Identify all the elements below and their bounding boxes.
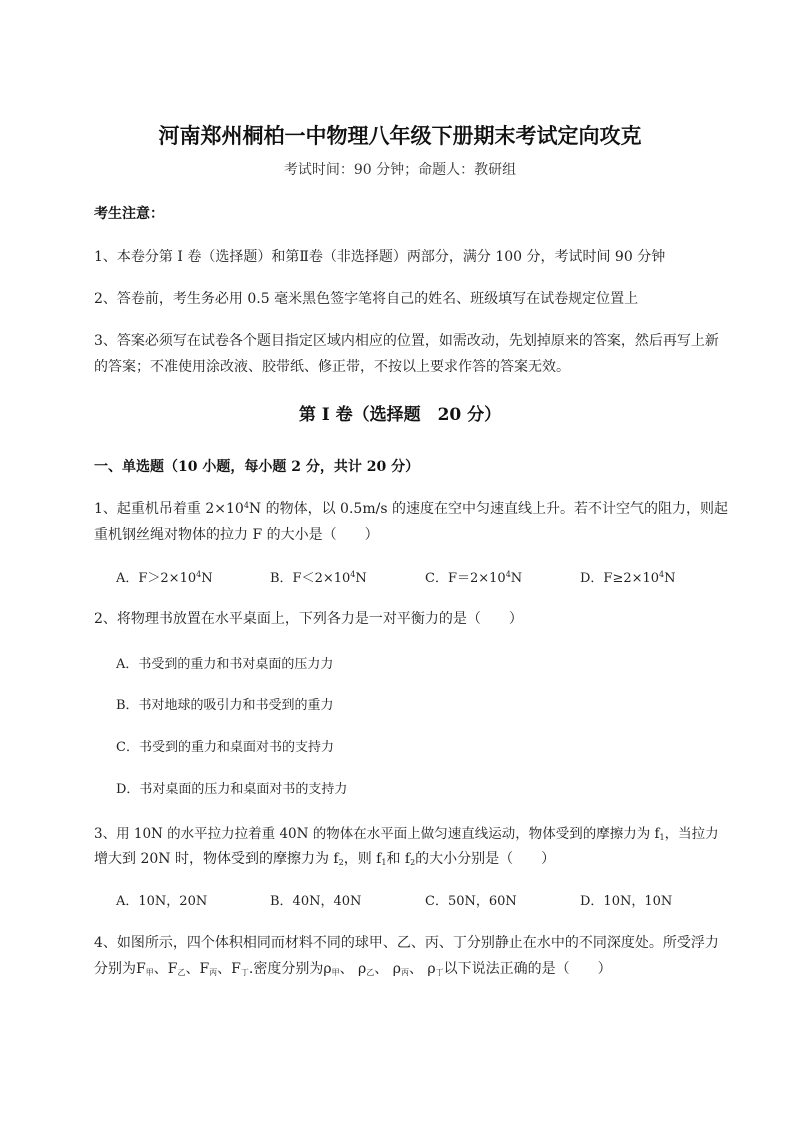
question-3-option-a[interactable]: A．10N，20N (116, 894, 208, 909)
question-4-line-1: 4、如图所示，四个体积相同而材料不同的球甲、乙、丙、丁分别静止在水中的不同深度处。所受浮力 (94, 935, 719, 951)
question-3-option-d[interactable]: D．10N，10N (580, 894, 673, 909)
notice-item-2: 2、答卷前，考生务必用 0.5 毫米黑色签字笔将自己的姓名、班级填写在试卷规定位置上 (94, 291, 639, 307)
question-3-line-2: 增大到 20N 时，物体受到的摩擦力为 $f_2$，则 $f_1$和 $f_2$的大小分别是（ ） (94, 851, 556, 867)
exam-info: 考试时间：90 分钟；命题人：教研组 (283, 162, 517, 178)
question-2-option-d[interactable]: D．书对桌面的压力和桌面对书的支持力 (116, 782, 348, 797)
question-1-line-1: 1、起重机吊着重 $2\times 10^4N$ 的物体，以 0.5m/s 的速度在空中匀速直线上升。若不计空气的阻力，则起 (94, 501, 728, 517)
notice-item-1: 1、本卷分第 I 卷（选择题）和第Ⅱ卷（非选择题）两部分，满分 100 分，考试时间 90 分钟 (94, 249, 666, 265)
question-2-option-a[interactable]: A．书受到的重力和书对桌面的压力力 (116, 657, 334, 672)
question-1-option-a[interactable]: A．$F>2\times 10^4N$ (116, 570, 213, 586)
notice-item-3-cont: 的答案；不准使用涂改液、胶带纸、修正带，不按以上要求作答的答案无效。 (94, 359, 570, 375)
question-1-option-d[interactable]: D．$F\ge 2\times 10^4N$ (580, 570, 676, 586)
question-3-line-1: 3、用 10N 的水平拉力拉着重 40N 的物体在水平面上做匀速直线运动，物体受到的摩擦力为 $f_1$，当拉力 (94, 826, 719, 842)
page-title: 河南郑州桐柏一中物理八年级下册期末考试定向攻克 (158, 123, 642, 148)
question-1-option-c[interactable]: C．$F=2\times 10^4N$ (425, 570, 523, 586)
question-2-option-c[interactable]: C．书受到的重力和桌面对书的支持力 (116, 740, 334, 755)
part-heading: 一、单选题（10 小题，每小题 2 分，共计 20 分） (94, 459, 420, 475)
question-3-option-b[interactable]: B．40N，40N (270, 894, 362, 909)
question-1-line-2: 重机钢丝绳对物体的拉力 F 的大小是（ ） (94, 527, 379, 543)
question-2-option-b[interactable]: B．书对地球的吸引力和书受到的重力 (116, 698, 334, 713)
notice-heading: 考生注意： (94, 206, 164, 222)
question-4-line-2: 分别为$F_甲$、$F_乙$、$F_丙$、$F_丁$.密度分别为$\rho_甲$、 $\rho_乙$、 $\rho_丙$、 $\rho_丁$以下说法正确的是（ ） (94, 961, 612, 977)
section-title: 第 I 卷（选择题 20 分） (298, 405, 502, 425)
question-2-stem: 2、将物理书放置在水平桌面上，下列各力是一对平衡力的是（ ） (94, 611, 523, 627)
question-1-option-b[interactable]: B．$F<2\times 10^4N$ (270, 570, 367, 586)
question-3-option-c[interactable]: C．50N，60N (425, 894, 517, 909)
notice-item-3: 3、答案必须写在试卷各个题目指定区域内相应的位置，如需改动，先划掉原来的答案，然后再写上新 (94, 333, 719, 349)
